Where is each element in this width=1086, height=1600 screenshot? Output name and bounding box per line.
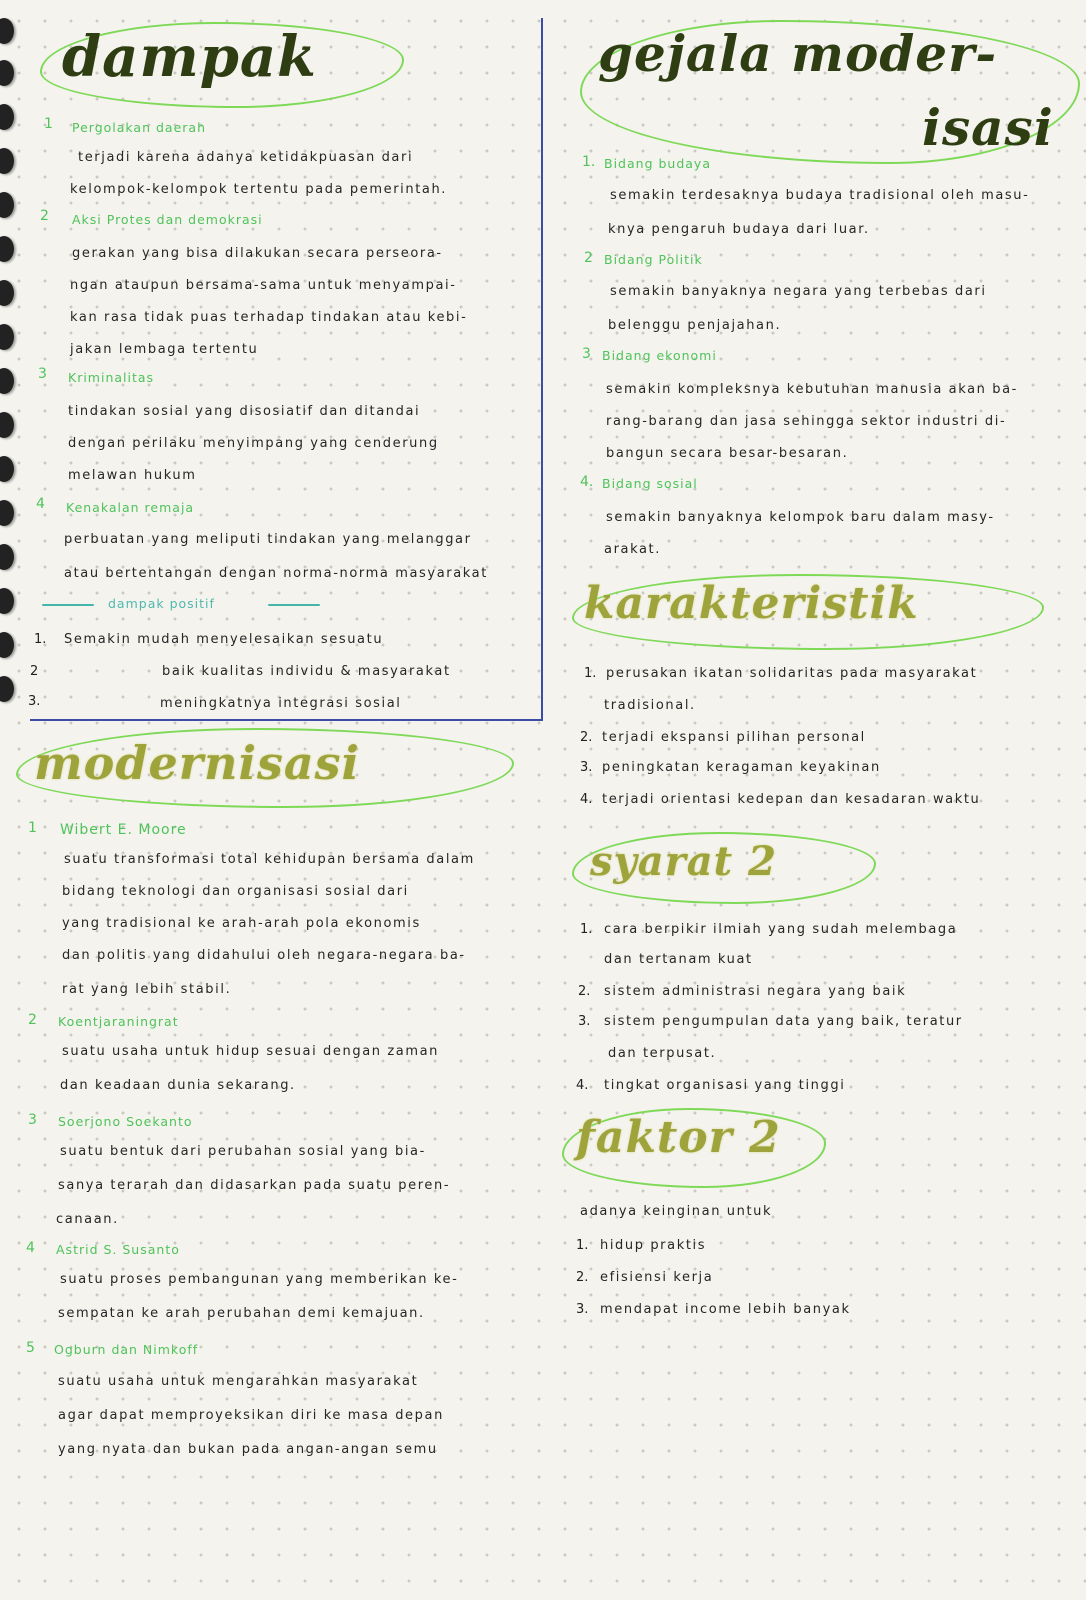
box-border-right: [541, 18, 543, 720]
item-number: 4: [36, 496, 45, 512]
text-line: sanya terarah dan didasarkan pada suatu peren-: [58, 1178, 451, 1193]
text-line: semakin banyaknya kelompok baru dalam masy-: [606, 510, 995, 525]
item-number: 3: [582, 346, 591, 362]
text-line: perbuatan yang meliputi tindakan yang melanggar: [64, 532, 472, 547]
item-number: 4: [26, 1240, 35, 1256]
text-line: tindakan sosial yang disosiatif dan ditandai: [68, 404, 421, 419]
text-line: terjadi orientasi kedepan dan kesadaran waktu: [602, 792, 981, 807]
text-line: dan politis yang didahului oleh negara-negara ba-: [62, 948, 466, 963]
item-heading: Bidang Politik: [604, 252, 703, 267]
box-border-bottom: [30, 719, 543, 721]
section-title: dampak: [62, 24, 317, 90]
section-title: faktor 2: [576, 1112, 781, 1163]
text-line: mendapat income lebih banyak: [600, 1302, 851, 1317]
section-title: modernisasi: [34, 736, 361, 790]
text-line: suatu transformasi total kehidupan bersama dalam: [64, 852, 475, 867]
item-number: 1.: [34, 632, 47, 647]
text-line: tingkat organisasi yang tinggi: [604, 1078, 846, 1093]
text-line: Semakin mudah menyelesaikan sesuatu: [64, 632, 384, 647]
item-number: 4.: [576, 1078, 589, 1093]
section-title-line2: isasi: [922, 98, 1054, 157]
item-heading: Bidang budaya: [604, 156, 711, 171]
item-number: 1.: [584, 666, 597, 681]
item-heading: Astrid S. Susanto: [56, 1242, 180, 1257]
item-heading: Koentjaraningrat: [58, 1014, 179, 1029]
text-line: dan keadaan dunia sekarang.: [60, 1078, 296, 1093]
text-line: suatu proses pembangunan yang memberikan ke-: [60, 1272, 459, 1287]
item-number: 3.: [28, 694, 41, 709]
text-line: atau bertentangan dengan norma-norma masyarakat: [64, 566, 488, 581]
text-line: peningkatan keragaman keyakinan: [602, 760, 881, 775]
text-line: bangun secara besar-besaran.: [606, 446, 849, 461]
text-line: efisiensi kerja: [600, 1270, 714, 1285]
text-line: sistem pengumpulan data yang baik, teratur: [604, 1014, 963, 1029]
item-number: 1.: [576, 1238, 589, 1253]
text-line: baik kualitas individu & masyarakat: [162, 664, 451, 679]
item-heading: Bidang ekonomi: [602, 348, 717, 363]
item-number: 3: [38, 366, 47, 382]
item-number: 3.: [578, 1014, 591, 1029]
item-number: 2: [28, 1012, 37, 1028]
item-number: 2.: [576, 1270, 589, 1285]
divider-left: [42, 604, 94, 606]
text-line: knya pengaruh budaya dari luar.: [608, 222, 870, 237]
text-line: agar dapat memproyeksikan diri ke masa depan: [58, 1408, 444, 1423]
text-line: sempatan ke arah perubahan demi kemajuan.: [58, 1306, 425, 1321]
text-line: canaan.: [56, 1212, 119, 1227]
text-line: semakin banyaknya negara yang terbebas dari: [610, 284, 987, 299]
item-number: 1.: [582, 154, 596, 170]
section-title: syarat 2: [590, 838, 777, 885]
item-number: 4.: [580, 792, 593, 807]
item-heading: Bidang sosial: [602, 476, 698, 491]
text-line: yang nyata dan bukan pada angan-angan semu: [58, 1442, 438, 1457]
text-line: kan rasa tidak puas terhadap tindakan atau kebi-: [70, 310, 468, 325]
text-line: sistem administrasi negara yang baik: [604, 984, 907, 999]
text-line: suatu usaha untuk mengarahkan masyarakat: [58, 1374, 419, 1389]
text-line: kelompok-kelompok tertentu pada pemerintah.: [70, 182, 448, 197]
item-number: 1.: [580, 922, 593, 937]
text-line: cara berpikir ilmiah yang sudah melembaga: [604, 922, 958, 937]
text-line: semakin kompleksnya kebutuhan manusia akan ba-: [606, 382, 1018, 397]
item-number: 1: [28, 820, 37, 836]
item-number: 4.: [580, 474, 594, 490]
item-number: 2.: [580, 730, 593, 745]
text-line: suatu usaha untuk hidup sesuai dengan zaman: [62, 1044, 439, 1059]
text-line: perusakan ikatan solidaritas pada masyarakat: [606, 666, 978, 681]
item-number: 3: [28, 1112, 37, 1128]
text-line: yang tradisional ke arah-arah pola ekonomis: [62, 916, 421, 931]
item-number: 1: [44, 116, 53, 132]
text-line: rat yang lebih stabil.: [62, 982, 232, 997]
item-number: 5: [26, 1340, 35, 1356]
item-number: 2: [584, 250, 593, 266]
text-line: terjadi ekspansi pilihan personal: [602, 730, 866, 745]
item-number: 2: [40, 208, 49, 224]
item-number: 3.: [580, 760, 593, 775]
text-line: melawan hukum: [68, 468, 197, 483]
positif-heading: dampak positif: [108, 596, 215, 611]
item-heading: Kenakalan remaja: [66, 500, 195, 515]
item-heading: Ogburn dan Nimkoff: [54, 1342, 199, 1357]
item-number: 3.: [576, 1302, 589, 1317]
item-number: 2: [30, 664, 39, 679]
text-line: dan terpusat.: [608, 1046, 717, 1061]
text-line: dengan perilaku menyimpang yang cenderung: [68, 436, 439, 451]
text-line: suatu bentuk dari perubahan sosial yang bia-: [60, 1144, 426, 1159]
text-line: meningkatnya integrasi sosial: [160, 696, 402, 711]
item-heading: Pergolakan daerah: [72, 120, 206, 135]
binder-rings: [0, 0, 24, 1600]
text-line: ngan ataupun bersama-sama untuk menyampai-: [70, 278, 457, 293]
divider-right: [268, 604, 320, 606]
section-title: karakteristik: [584, 578, 919, 629]
text-line: arakat.: [604, 542, 661, 557]
item-heading: Soerjono Soekanto: [58, 1114, 193, 1129]
item-heading: Aksi Protes dan demokrasi: [72, 212, 263, 227]
text-line: bidang teknologi dan organisasi sosial dari: [62, 884, 409, 899]
item-heading: Kriminalitas: [68, 370, 155, 385]
section-title-line1: gejala moder-: [598, 24, 998, 83]
text-line: tradisional.: [604, 698, 696, 713]
text-line: terjadi karena adanya ketidakpuasan dari: [78, 150, 414, 165]
text-line: jakan lembaga tertentu: [70, 342, 259, 357]
text-line: gerakan yang bisa dilakukan secara perseora-: [72, 246, 443, 261]
item-heading: Wibert E. Moore: [60, 822, 187, 838]
text-line: semakin terdesaknya budaya tradisional oleh masu-: [610, 188, 1030, 203]
text-line: hidup praktis: [600, 1238, 707, 1253]
faktor-intro: adanya keinginan untuk: [580, 1204, 773, 1219]
item-number: 2.: [578, 984, 591, 999]
text-line: belenggu penjajahan.: [608, 318, 782, 333]
text-line: dan tertanam kuat: [604, 952, 753, 967]
text-line: rang-barang dan jasa sehingga sektor industri di-: [606, 414, 1007, 429]
